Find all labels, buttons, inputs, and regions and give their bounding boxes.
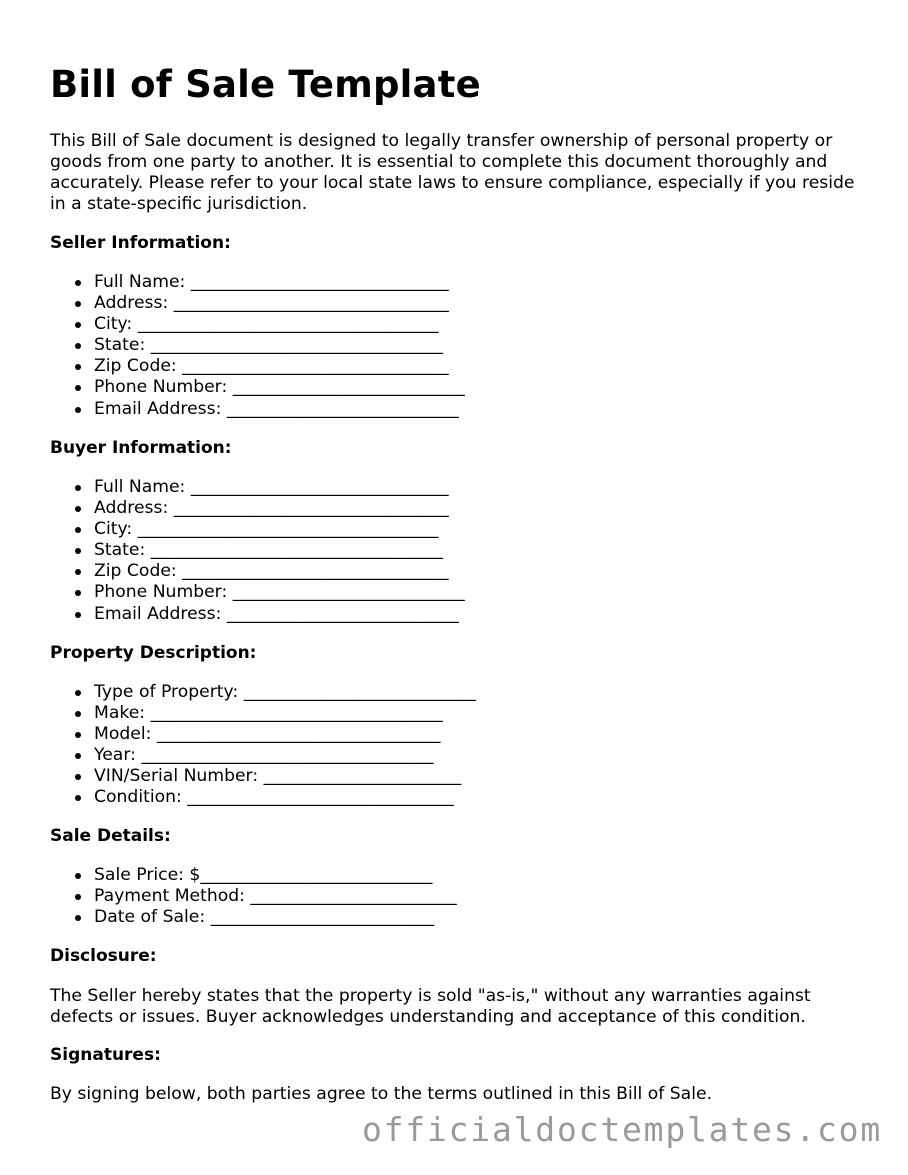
property-make-field[interactable]: Make: __________________________________	[94, 703, 476, 724]
property-vin-field[interactable]: VIN/Serial Number: _______________________	[94, 766, 476, 787]
seller-heading: Seller Information:	[50, 233, 231, 253]
seller-field-list	[50, 272, 465, 420]
property-type-field[interactable]: Type of Property: ___________________________	[94, 682, 476, 702]
sale-heading: Sale Details:	[50, 826, 171, 846]
disclosure-text: The Seller hereby states that the property is sold "as-is," without any warranties against defects or issues. Buyer acknowledges understanding and acceptance of this condition.	[50, 986, 811, 1027]
seller-full-name-field[interactable]: Full Name: ______________________________	[94, 272, 465, 293]
payment-method-field[interactable]: Payment Method: ________________________	[94, 886, 457, 907]
buyer-full-name-field[interactable]: Full Name: ______________________________	[94, 477, 465, 498]
buyer-zip-field[interactable]: Zip Code: _______________________________	[94, 561, 465, 582]
property-model-field[interactable]: Model: _________________________________	[94, 724, 476, 745]
date-of-sale-field[interactable]: Date of Sale: __________________________	[94, 907, 457, 928]
watermark: officialdoctemplates.com	[361, 1110, 882, 1149]
sale-price-field[interactable]: Sale Price: $___________________________	[94, 865, 457, 886]
seller-email-field[interactable]: Email Address: ___________________________	[94, 399, 465, 420]
property-heading: Property Description:	[50, 643, 257, 663]
seller-zip-field[interactable]: Zip Code: _______________________________	[94, 356, 465, 377]
signatures-heading: Signatures:	[50, 1045, 161, 1065]
buyer-state-field[interactable]: State: __________________________________	[94, 540, 465, 561]
page-title: Bill of Sale Template	[50, 63, 481, 106]
seller-phone-field[interactable]: Phone Number: ___________________________	[94, 377, 465, 398]
intro-paragraph: This Bill of Sale document is designed to legally transfer ownership of personal property or goods from one party to another. It is essential to complete this document thoroughly and accurately. Please refer to your local state laws to ensure compliance, especially if you reside in a state-specific jurisdiction.	[50, 131, 855, 214]
property-condition-field[interactable]: Condition: _______________________________	[94, 787, 476, 808]
disclosure-heading: Disclosure:	[50, 946, 157, 966]
buyer-city-field[interactable]: City: ___________________________________	[94, 519, 465, 540]
seller-state-field[interactable]: State: __________________________________	[94, 335, 465, 356]
buyer-email-field[interactable]: Email Address: ___________________________	[94, 604, 465, 625]
seller-city-field[interactable]: City: ___________________________________	[94, 314, 465, 335]
sale-field-list	[50, 865, 457, 928]
buyer-heading: Buyer Information:	[50, 438, 232, 458]
seller-address-field[interactable]: Address: ________________________________	[94, 293, 465, 314]
signatures-text: By signing below, both parties agree to the terms outlined in this Bill of Sale.	[50, 1084, 713, 1104]
property-field-list	[50, 682, 476, 809]
buyer-phone-field[interactable]: Phone Number: ___________________________	[94, 582, 465, 603]
property-year-field[interactable]: Year: __________________________________	[94, 745, 476, 766]
buyer-field-list	[50, 477, 465, 625]
buyer-address-field[interactable]: Address: ________________________________	[94, 498, 465, 519]
